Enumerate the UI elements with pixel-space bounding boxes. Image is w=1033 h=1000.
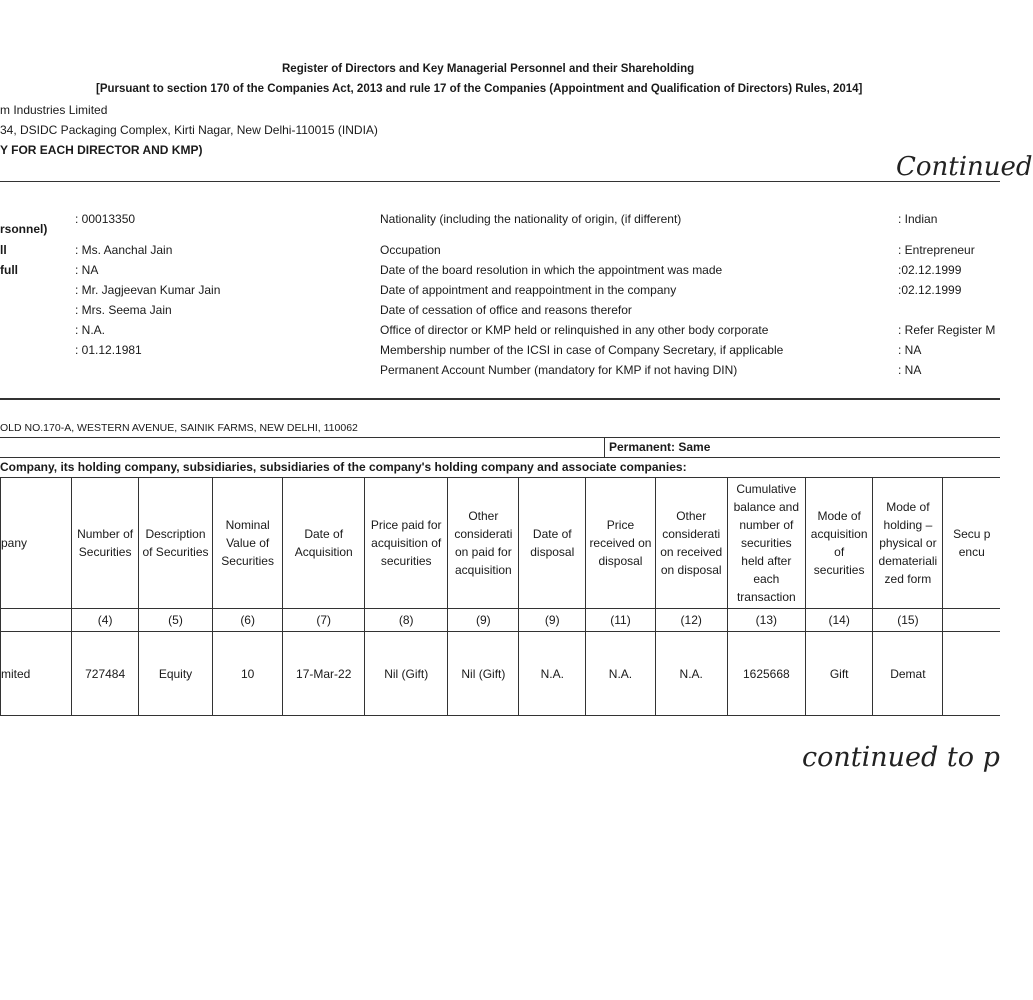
col-header-date-of-acquisition: Date of Acquisition (283, 478, 365, 609)
col-header-company: pany (1, 478, 72, 609)
handwritten-continued-note: Continued (896, 152, 1033, 182)
col-number: (5) (139, 609, 213, 632)
section-heading: Y FOR EACH DIRECTOR AND KMP) (0, 143, 203, 157)
col-header-mode-of-acquisition: Mode of acquisition of securities (806, 478, 873, 609)
col-number: (9) (519, 609, 586, 632)
detail-value-appointment-date: :02.12.1999 (898, 283, 962, 297)
detail-value-spouse-name: : Mrs. Seema Jain (75, 303, 172, 317)
col-number: (7) (283, 609, 365, 632)
col-header-price-paid: Price paid for acquisition of securities (365, 478, 448, 609)
col-header-other-consideration-received: Other considerati on received on disposal (655, 478, 727, 609)
detail-value-na: : N.A. (75, 323, 106, 337)
detail-value-former-name: : NA (75, 263, 99, 277)
cell-number-of-securities: 727484 (72, 632, 139, 716)
permanent-address: Permanent: Same (609, 440, 711, 454)
col-header-description: Description of Securities (139, 478, 213, 609)
cell-other-consideration-paid: Nil (Gift) (448, 632, 519, 716)
cell-other-consideration-received: N.A. (655, 632, 727, 716)
cell-company: mited (1, 632, 72, 716)
present-address: OLD NO.170-A, WESTERN AVENUE, SAINIK FARMS, NEW DELHI, 110062 (0, 422, 358, 434)
table-row (1, 632, 1001, 716)
company-name: m Industries Limited (0, 103, 108, 117)
detail-value-other-office: : Refer Register M (898, 323, 996, 337)
details-bottom-rule (0, 398, 1000, 400)
permanent-address-rule (0, 457, 1000, 458)
register-subtitle: [Pursuant to section 170 of the Companies Act, 2013 and rule 17 of the Companies (Appointment and Qualification of Directors) Rules, 2014] (96, 83, 863, 95)
address-rule (0, 437, 1000, 438)
col-number: (9) (448, 609, 519, 632)
cell-cumulative-balance: 1625668 (727, 632, 805, 716)
company-address: 34, DSIDC Packaging Complex, Kirti Nagar, New Delhi-110015 (INDIA) (0, 123, 378, 137)
detail-label-personnel: rsonnel) (0, 222, 48, 236)
register-title: Register of Directors and Key Managerial Personnel and their Shareholding (282, 63, 695, 75)
detail-label-name: ll (0, 243, 7, 257)
col-number: (6) (212, 609, 282, 632)
securities-heading: Company, its holding company, subsidiaries, subsidiaries of the company's holding company and associate companies: (0, 460, 687, 474)
securities-header-row (1, 478, 1001, 609)
detail-label-nationality: Nationality (including the nationality of origin, (if different) (380, 212, 682, 226)
details-top-rule (0, 181, 1000, 182)
cell-mode-of-acquisition: Gift (806, 632, 873, 716)
col-header-price-received: Price received on disposal (586, 478, 656, 609)
cell-price-paid: Nil (Gift) (365, 632, 448, 716)
detail-label-occupation: Occupation (380, 243, 441, 257)
detail-value-occupation: : Entrepreneur (898, 243, 975, 257)
cell-mode-of-holding: Demat (873, 632, 943, 716)
detail-value-date-of-birth: : 01.12.1981 (75, 343, 142, 357)
detail-label-appointment-date: Date of appointment and reappointment in the company (380, 283, 677, 297)
detail-label-former-name: full (0, 263, 18, 277)
col-header-date-of-disposal: Date of disposal (519, 478, 586, 609)
col-header-mode-of-holding: Mode of holding – physical or demateriali zed form (873, 478, 943, 609)
cell-securities-encumbrance (943, 632, 1000, 716)
securities-table (0, 477, 1000, 716)
col-header-number-of-securities: Number of Securities (72, 478, 139, 609)
col-number: (15) (873, 609, 943, 632)
detail-label-cessation-date: Date of cessation of office and reasons therefor (380, 303, 632, 317)
detail-label-other-office: Office of director or KMP held or relinquished in any other body corporate (380, 323, 769, 337)
cell-price-received: N.A. (586, 632, 656, 716)
detail-value-din: : 00013350 (75, 212, 136, 226)
col-number: (12) (655, 609, 727, 632)
col-header-securities-encumbrance: Secu p encu (943, 478, 1000, 609)
detail-value-nationality: : Indian (898, 212, 938, 226)
col-number: (11) (586, 609, 656, 632)
col-number: (8) (365, 609, 448, 632)
permanent-address-divider (604, 437, 605, 457)
securities-number-row (1, 609, 1001, 632)
col-number: (13) (727, 609, 805, 632)
detail-value-father-name: : Mr. Jagjeevan Kumar Jain (75, 283, 221, 297)
handwritten-continued-to-page-note: continued to p (802, 742, 1000, 773)
col-number: (4) (72, 609, 139, 632)
detail-value-pan: : NA (898, 363, 922, 377)
detail-label-board-resolution-date: Date of the board resolution in which the appointment was made (380, 263, 723, 277)
detail-value-board-resolution-date: :02.12.1999 (898, 263, 962, 277)
detail-label-icsi-membership: Membership number of the ICSI in case of Company Secretary, if applicable (380, 343, 784, 357)
col-number: (14) (806, 609, 873, 632)
cell-nominal-value: 10 (212, 632, 282, 716)
cell-description: Equity (139, 632, 213, 716)
col-header-nominal-value: Nominal Value of Securities (212, 478, 282, 609)
detail-label-pan: Permanent Account Number (mandatory for KMP if not having DIN) (380, 363, 738, 377)
cell-date-of-acquisition: 17-Mar-22 (283, 632, 365, 716)
col-header-cumulative-balance: Cumulative balance and number of securities held after each transaction (727, 478, 805, 609)
cell-date-of-disposal: N.A. (519, 632, 586, 716)
detail-value-icsi-membership: : NA (898, 343, 922, 357)
detail-value-name: : Ms. Aanchal Jain (75, 243, 173, 257)
col-header-other-consideration-paid: Other considerati on paid for acquisition (448, 478, 519, 609)
col-number (943, 609, 1000, 632)
col-number (1, 609, 72, 632)
